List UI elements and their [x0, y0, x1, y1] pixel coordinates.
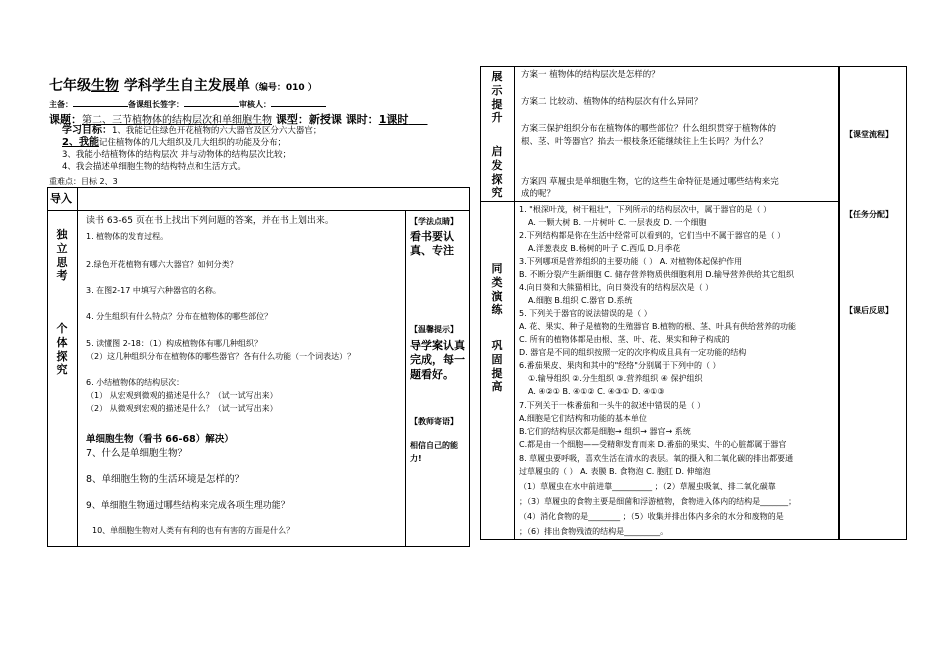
- question-6b: （2） 从微观到宏观的描述是什么？（试一试写出来）: [86, 404, 278, 413]
- warm-tip-label: 【温馨提示】: [410, 325, 458, 334]
- plan-4-line1: 方案四 草履虫是单细胞生物，它的这些生命特征是通过哪些结构来完: [521, 177, 779, 187]
- task-assignment-label: 【任务分配】: [845, 210, 893, 219]
- topic-value: 第二、三节植物体的结构层次和单细胞生物: [82, 115, 272, 126]
- method-tip-text: 看书要认真、专注: [410, 230, 454, 258]
- drill-1: 1. "根深叶茂，树干粗壮"，下列所示的结构层次中，属于器官的是（ ）: [519, 205, 772, 214]
- drill-3: 3.下列哪项是营养组织的主要功能（ ） A. 对植物体起保护作用: [519, 257, 743, 266]
- key-difficulty: 重难点：目标 2、3: [49, 177, 118, 186]
- drill-8-fill-2: ；（3）草履虫的食物主要是细菌和浮游植物，食物进入体内的结构是_______；: [519, 497, 797, 506]
- drill-2-options: A.洋葱表皮 B.杨树的叶子 C.西瓜 D.月季花: [528, 244, 681, 253]
- post-class-reflection-label: 【课后反思】: [845, 306, 893, 315]
- teacher-note-label: 【教师寄语】: [410, 417, 458, 426]
- type-label: 课型：: [275, 113, 309, 126]
- drill-7-c: C.都是由一个细胞——受精卵发育而来 D.番茄的果实、牛的心脏都属于器官: [519, 440, 787, 449]
- drill-4: 4.向日葵和大熊猫相比，向日葵没有的结构层次是（ ）: [519, 283, 714, 292]
- drill-8-line2: 过草履虫的（ ） A. 表膜 B. 食物泡 C. 胞肛 D. 伸缩泡: [519, 467, 711, 476]
- question-3: 3. 在图2-17 中填写六种器官的名称。: [86, 286, 221, 295]
- plan-3-line1: 方案三保护组织分布在植物体的哪些部位？什么组织贯穿于植物体的: [521, 124, 777, 134]
- main-preparer-label: 主备：: [49, 100, 73, 109]
- type-value: 新授课: [308, 113, 342, 126]
- question-2: 2.绿色开花植物有哪六大器官？如何分类？: [86, 260, 238, 269]
- group-leader-label: 备课组长签字：: [128, 100, 184, 109]
- drill-8-fill-3: （4）消化食物的是________ ；（5）收集并排出体内多余的水分和废物的是: [519, 512, 784, 521]
- header-signatures: [49, 100, 326, 110]
- goal-4: 4、我会描述单细胞生物的结构特点和生活方式。: [62, 162, 246, 172]
- goal-line-2: [62, 137, 286, 150]
- drill-1-options: A. 一颗大树 B. 一片树叶 C. 一层表皮 D. 一个细胞: [528, 218, 707, 227]
- plan-2: 方案二 比较动、植物体的结构层次有什么异同？: [521, 97, 703, 107]
- drill-7: 7.下列关于一株番茄和一头牛的叙述中错误的是（ ）: [519, 401, 706, 410]
- drill-8-fill-4: ；（6）排出食物残渣的结构是_________。: [519, 527, 669, 536]
- title-grade: 七年级: [49, 78, 91, 94]
- practice-label: 同类演练: [491, 262, 503, 317]
- drill-5-a: A. 花、果实、种子是植物的生殖器官 B.植物的根、茎、叶具有供给营养的功能: [519, 322, 796, 331]
- hours-label: 课时：: [345, 113, 379, 126]
- drill-6-options: A. ④②① B. ④①② C. ④③① D. ④①③: [528, 387, 665, 396]
- drill-6: 6.番茄果皮、果肉和其中的"经络"分别属于下列中的（ ）: [519, 361, 721, 370]
- class-flow-label: 【课堂流程】: [845, 130, 893, 139]
- title-number: （编号：010 ）: [249, 83, 317, 93]
- drill-6-items: ①.输导组织 ②.分生组织 ③.营养组织 ④ 保护组织: [528, 374, 703, 383]
- independent-thinking-label: 独立思考: [56, 228, 68, 283]
- drill-8-line1: 8. 草履虫要呼吸，喜欢生活在清水的表层。氧的摄入和二氧化碳的排出都要通: [519, 454, 794, 463]
- plan-3-line2: 根、茎、叶等器官？掐去一根枝条还能继续往上生长吗？为什么？: [521, 137, 768, 147]
- single-cell-heading: 单细胞生物（看书 66-68）解决）: [86, 434, 234, 445]
- reviewer-label: 审核人：: [239, 100, 271, 109]
- method-tip-label: 【学法点睛】: [410, 217, 458, 226]
- drill-2: 2.下列结构都是你在生活中经常可以看到的，它们当中不属于器官的是（ ）: [519, 231, 786, 240]
- drill-5-c: D. 器官是不同的组织按照一定的次序构成且具有一定功能的结构: [519, 348, 747, 357]
- drill-8-fill-1: （1）草履虫在水中前进靠__________ ；（2）草履虫吸氧、排二氧化碳靠: [519, 482, 776, 491]
- hours-value: 1课时: [378, 113, 409, 126]
- question-5b: （2）这几种组织分布在植物体的哪些器官？各有什么功能（一个词表达）？: [86, 352, 356, 361]
- goal-line-1: [62, 125, 321, 138]
- goal-2-lead: 2、我能: [62, 137, 99, 148]
- question-8: 8、单细胞生物的生活环境是怎样的？: [86, 474, 245, 485]
- drill-5-b: C. 所有的植物体都是由根、茎、叶、花、果实和种子构成的: [519, 335, 730, 344]
- intro-label: 导入: [50, 192, 72, 205]
- goals-label: 学习目标：: [62, 125, 112, 136]
- drill-7-a: A.细胞是它们结构和功能的基本单位: [519, 414, 647, 423]
- drill-7-b: B.它们的结构层次都是细胞→ 组织→ 器官→ 系统: [519, 427, 691, 436]
- teacher-note-text: 相信自己的能力!: [410, 441, 458, 463]
- title-subject: 生物: [91, 78, 119, 94]
- topic-label: 课题：: [49, 113, 82, 126]
- plan-1: 方案一 植物体的结构层次是怎样的？: [521, 70, 660, 80]
- drill-3-options: B. 不断分裂产生新细胞 C. 储存营养物质供细胞利用 D.输导营养供给其它组织: [519, 270, 795, 279]
- inspire-explore-label: 启发探究: [491, 145, 503, 200]
- individual-inquiry-label: 个体探究: [56, 322, 68, 377]
- drill-4-options: A.细胞 B.组织 C.器官 D.系统: [528, 296, 633, 305]
- goal-3: 3、我能小结植物体的结构层次 并与动物体的结构层次比较；: [62, 150, 292, 160]
- goal-2: 记住植物体的几大组织及几大组织的功能及分布；: [98, 138, 286, 148]
- question-1: 1. 植物体的发育过程。: [86, 232, 169, 241]
- question-7: 7、什么是单细胞生物？: [86, 448, 188, 459]
- question-10: 10、单细胞生物对人类有有利的也有有害的方面是什么？: [92, 526, 295, 535]
- question-4: 4. 分生组织有什么特点？分布在植物体的哪些部位？: [86, 312, 273, 321]
- goal-1: 1、我能记住绿色开花植物的六大器官及区分六大器官；: [112, 126, 322, 136]
- question-6: 6. 小结植物体的结构层次：: [86, 378, 185, 387]
- consolidate-label: 巩固提高: [491, 339, 503, 394]
- show-improve-label: 展示提升: [491, 70, 503, 125]
- question-6a: （1） 从宏观到微观的描述是什么？（试一试写出来）: [86, 391, 278, 400]
- question-9: 9、单细胞生物通过哪些结构来完成各项生理功能？: [86, 501, 290, 511]
- plan-4-line2: 成的呢？: [521, 189, 556, 199]
- page-title: [49, 75, 317, 95]
- read-instruction: 读书 63-65 页在书上找出下列问题的答案，并在书上划出来。: [86, 216, 334, 226]
- warm-tip-text: 导学案认真完成，每一题看好。: [410, 339, 465, 381]
- title-rest: 学科学生自主发展单: [123, 78, 250, 94]
- question-5a: 5. 读懂图 2-18：（1）构成植物体有哪几种组织？: [86, 339, 262, 348]
- drill-5: 5. 下列关于器官的说法错误的是（ ）: [519, 309, 652, 318]
